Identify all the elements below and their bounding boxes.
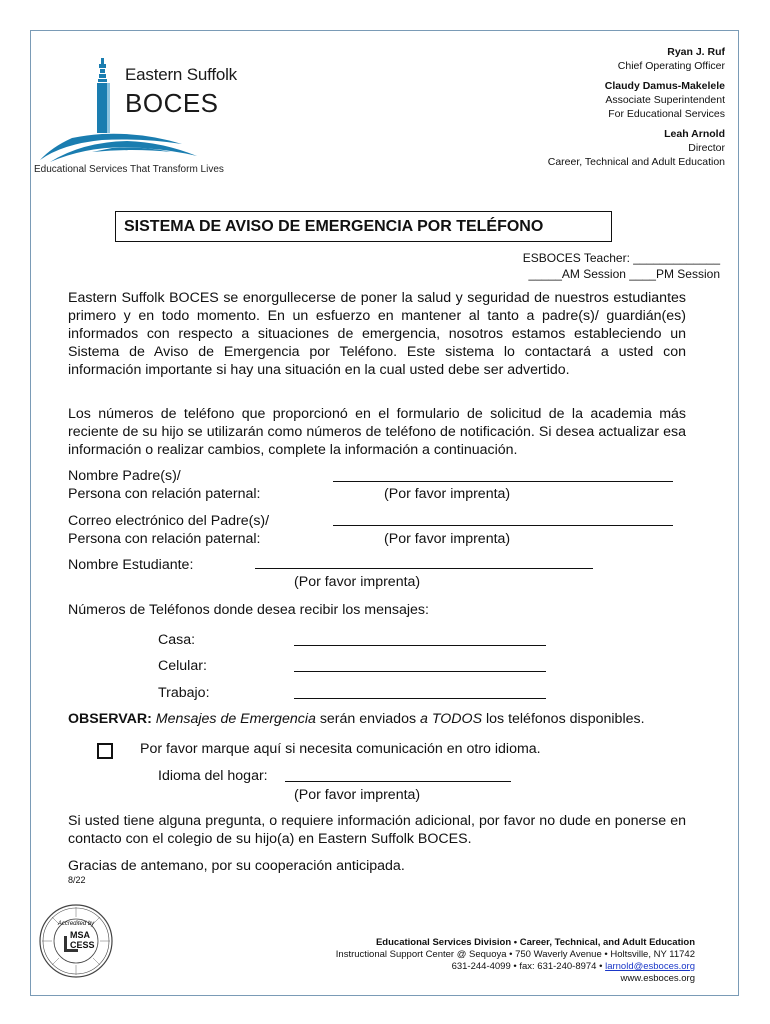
email-label-line2: Persona con relación paternal: [68, 531, 261, 547]
parent-name-label-line1: Nombre Padre(s)/ [68, 468, 181, 484]
parent-name-label-line2: Persona con relación paternal: [68, 486, 261, 502]
observe-label: OBSERVAR: [68, 711, 152, 727]
staff-block [405, 45, 725, 169]
staff-name: Claudy Damus-Makelele [604, 80, 725, 92]
questions-paragraph: Si usted tiene alguna pregunta, o requiere información adicional, por favor no dude en ponerse en contacto con el colegio de su hijo(a) en Eastern Suffolk BOCES. [68, 813, 686, 847]
print-hint: (Por favor imprenta) [384, 531, 511, 547]
logo-tagline: Educational Services That Transform Lives [34, 164, 224, 175]
observe-italic-2: a TODOS [420, 711, 483, 727]
staff-name: Leah Arnold [664, 128, 725, 140]
phones-heading: Números de Teléfonos donde desea recibir los mensajes: [68, 602, 429, 618]
other-language-checkbox[interactable] [97, 743, 113, 759]
staff-title: For Educational Services [608, 108, 725, 120]
staff-title: Associate Superintendent [605, 94, 725, 106]
home-language-label: Idioma del hogar: [158, 768, 268, 784]
cell-phone-label: Celular: [158, 658, 207, 674]
print-hint: (Por favor imprenta) [294, 574, 421, 590]
email-label-line1: Correo electrónico del Padre(s)/ [68, 513, 270, 529]
observe-note [68, 710, 645, 728]
print-hint: (Por favor imprenta) [294, 787, 421, 803]
student-name-label: Nombre Estudiante: [68, 557, 194, 573]
footer-address: Instructional Support Center @ Sequoya • 750 Waverly Avenue • Holtsville, NY 11742 [335, 949, 695, 960]
footer-website[interactable]: www.esboces.org [620, 973, 695, 984]
session-line: _____AM Session ____PM Session [528, 267, 720, 281]
home-phone-label: Casa: [158, 632, 196, 648]
observe-end: los teléfonos disponibles. [486, 711, 645, 727]
email-label [68, 512, 269, 548]
staff-name: Ryan J. Ruf [667, 46, 725, 58]
thanks-line: Gracias de antemano, por su cooperación anticipada. [68, 858, 405, 874]
home-language-field[interactable] [285, 781, 511, 782]
teacher-line: ESBOCES Teacher: _____________ [522, 251, 720, 265]
student-name-field[interactable] [255, 568, 593, 569]
phone-info-paragraph: Los números de teléfono que proporcionó en el formulario de solicitud de la academia más reciente de su hijo se utilizarán como números de teléfono de notificación. Si desea actualizar esa información o realizar cambios, complete la información a continuación. [68, 406, 686, 458]
home-phone-field[interactable] [294, 645, 546, 646]
staff-title: Chief Operating Officer [617, 60, 725, 72]
footer-division: Educational Services Division • Career, Technical, and Adult Education [375, 937, 695, 948]
staff-title: Director [688, 142, 725, 154]
parent-name-field[interactable] [333, 481, 673, 482]
logo-text-eastern-suffolk: Eastern Suffolk [125, 65, 237, 84]
work-phone-field[interactable] [294, 698, 546, 699]
teacher-session-block [523, 250, 720, 282]
footer-contact [336, 961, 695, 973]
print-hint: (Por favor imprenta) [384, 486, 511, 502]
seal-accredited-by: Accredited by [57, 921, 95, 927]
logo-text-boces: BOCES [125, 88, 219, 118]
observe-italic-1: Mensajes de Emergencia [155, 711, 316, 727]
other-language-text: Por favor marque aquí si necesita comunicación en otro idioma. [140, 741, 541, 757]
seal-cess: CESS [70, 940, 95, 950]
cell-phone-field[interactable] [294, 671, 546, 672]
footer-email-link[interactable]: larnold@esboces.org [605, 961, 695, 972]
work-phone-label: Trabajo: [158, 685, 210, 701]
document-title: SISTEMA DE AVISO DE EMERGENCIA POR TELÉFONO [115, 211, 612, 242]
parent-name-label [68, 467, 260, 503]
date-code: 8/22 [68, 875, 86, 885]
footer [336, 937, 695, 985]
email-field[interactable] [333, 525, 673, 526]
observe-mid: serán enviados [319, 711, 417, 727]
seal-msa: MSA [70, 930, 90, 940]
footer-phone-fax: 631-244-4099 • fax: 631-240-8974 • [451, 961, 603, 972]
intro-paragraph: Eastern Suffolk BOCES se enorgullecerse de poner la salud y seguridad de nuestros estudiantes primero y en todo momento. En un esfuerzo en mantener al tanto a padre(s)/ guardián(es) informados con respecto a situaciones de emergencia, nosotros estamos estableciendo un Sistema de Aviso de Emergencia por Teléfono. Este sistema lo contactará a usted con información importante si hay una situación en la cual usted debe ser advertido. [68, 290, 686, 378]
staff-title: Career, Technical and Adult Education [547, 156, 725, 168]
